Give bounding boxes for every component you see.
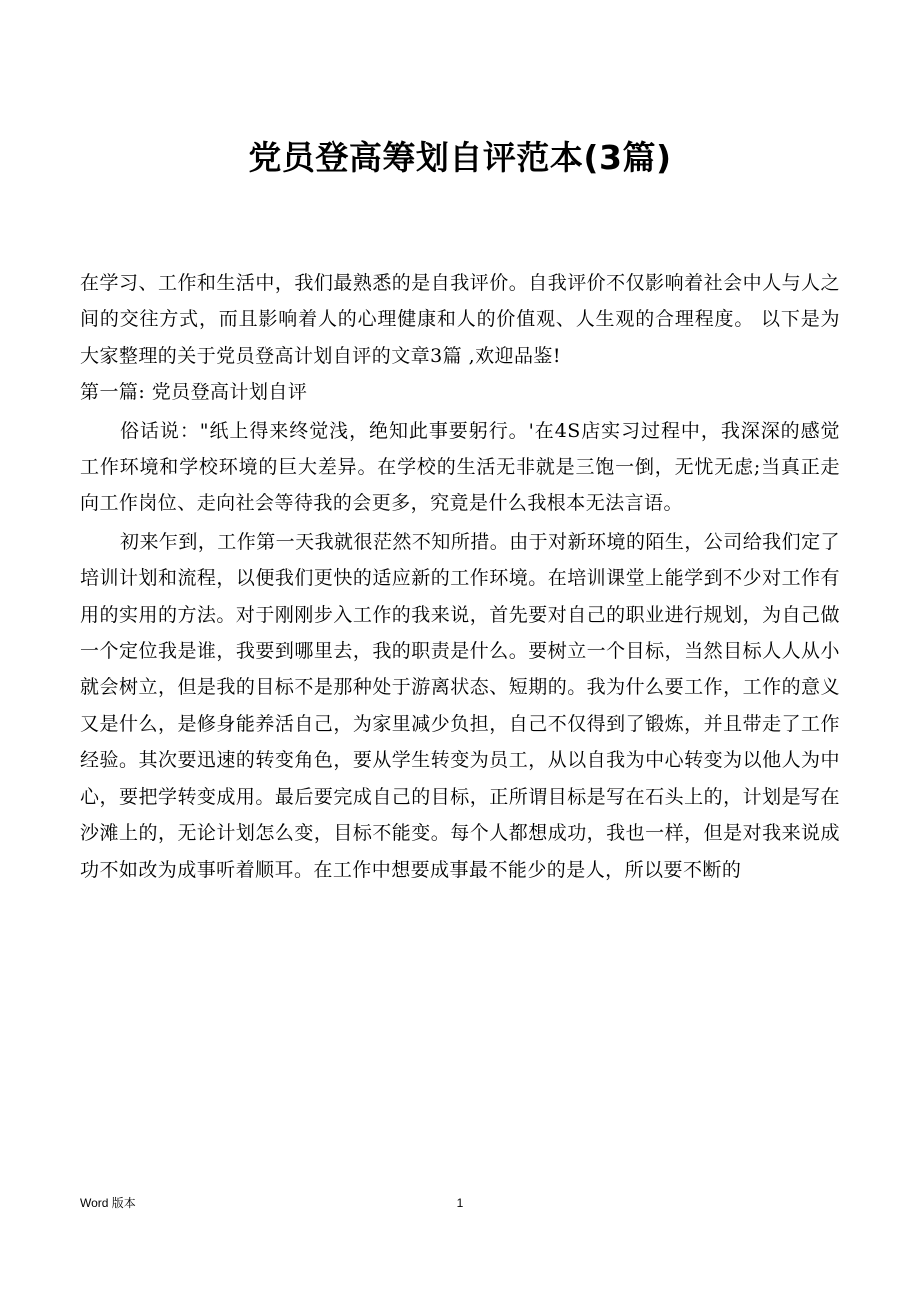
section-heading: 第一篇: 党员登高计划自评 [80,381,308,404]
page-title: 党员登高筹划自评范本(3篇) [248,138,672,177]
document-body [80,265,840,888]
body-paragraph: 俗话说："纸上得来终觉浅，绝知此事要躬行。'在4S店实习过程中，我深深的感觉工作环境和学校环境的巨大差异。在学校的生活无非就是三饱一倒，无忧无虑;当真正走向工作岗位、走向社会等待我的会更多，究竟是什么我根本无法言语。 [80,419,840,515]
intro-paragraph: 在学习、工作和生活中，我们最熟悉的是自我评价。自我评价不仅影响着社会中人与人之间的交往方式，而且影响着人的心理健康和人的价值观、人生观的合理程度。 以下是为大家整理的关于党员登高计划自评的文章3篇 ,欢迎品鉴! [80,272,840,367]
page-number: 1 [456,1196,464,1210]
body-paragraph: 初来乍到，工作第一天我就很茫然不知所措。由于对新环境的陌生，公司给我们定了培训计划和流程，以便我们更快的适应新的工作环境。在培训课堂上能学到不少对工作有用的实用的方法。对于刚刚步入工作的我来说，首先要对自己的职业进行规划，为自己做一个定位我是谁，我要到哪里去，我的职责是什么。要树立一个目标，当然目标人人从小就会树立，但是我的目标不是那种处于游离状态、短期的。我为什么要工作，工作的意义又是什么，是修身能养活自己，为家里减少负担，自己不仅得到了锻炼，并且带走了工作经验。其次要迅速的转变角色，要从学生转变为员工，从以自我为中心转变为以他人为中心，要把学转变成用。最后要完成自己的目标，正所谓目标是写在石头上的，计划是写在沙滩上的，无论计划怎么变，目标不能变。每个人都想成功，我也一样，但是对我来说成功不如改为成事听着顺耳。在工作中想要成事最不能少的是人，所以要不断的 [80,530,840,881]
footer-label: Word 版本 [80,1196,136,1210]
